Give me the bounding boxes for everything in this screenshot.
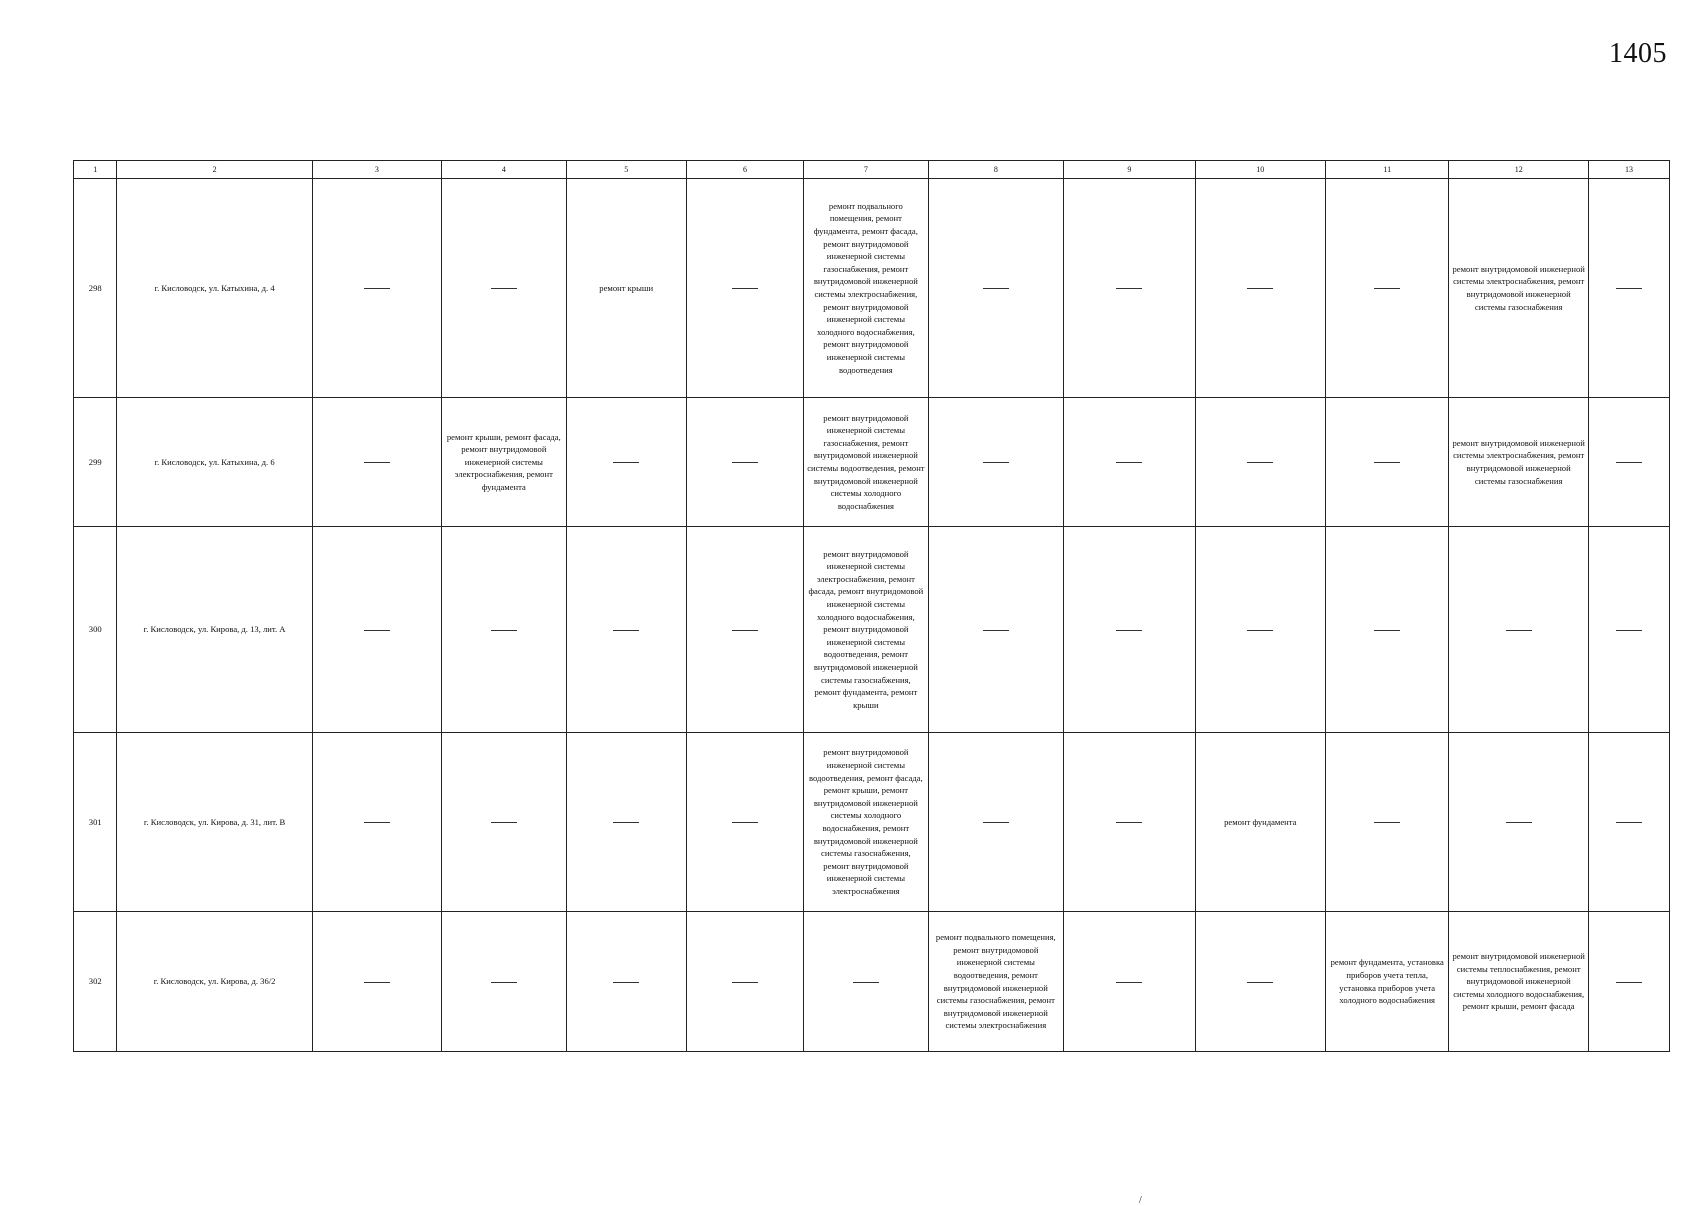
empty-cell: [1449, 733, 1589, 912]
table-row: [74, 733, 1670, 912]
empty-cell: [1588, 179, 1669, 398]
empty-cell: [928, 398, 1064, 527]
empty-cell: [442, 912, 566, 1052]
dash-mark: [1616, 288, 1642, 289]
empty-cell: [804, 912, 928, 1052]
empty-cell: [1588, 527, 1669, 733]
empty-cell: [312, 912, 441, 1052]
column-header: 4: [442, 161, 566, 179]
dash-mark: [1616, 630, 1642, 631]
column-header: 11: [1326, 161, 1449, 179]
table-row: [74, 179, 1670, 398]
work-cell: ремонт фундамента, установка приборов учета тепла, установка приборов учета холодного водоснабжения: [1326, 912, 1449, 1052]
row-number: 299: [74, 398, 117, 527]
empty-cell: [566, 912, 686, 1052]
column-header: 12: [1449, 161, 1589, 179]
dash-mark: [1616, 462, 1642, 463]
dash-mark: [1116, 288, 1142, 289]
address-cell: г. Кисловодск, ул. Катыхина, д. 6: [117, 398, 312, 527]
row-number: 298: [74, 179, 117, 398]
address-cell: г. Кисловодск, ул. Кирова, д. 36/2: [117, 912, 312, 1052]
dash-mark: [491, 630, 517, 631]
work-cell: ремонт подвального помещения, ремонт внутридомовой инженерной системы водоотведения, ремонт внутридомовой инженерной системы газоснабжения, ремонт внутридомовой инженерной системы электроснабжения: [928, 912, 1064, 1052]
footer-mark: /: [1139, 1195, 1142, 1206]
dash-mark: [364, 982, 390, 983]
dash-mark: [732, 822, 758, 823]
empty-cell: [1326, 398, 1449, 527]
empty-cell: [566, 398, 686, 527]
empty-cell: [686, 527, 803, 733]
column-number-row: [74, 161, 1670, 179]
dash-mark: [983, 462, 1009, 463]
address-cell: г. Кисловодск, ул. Катыхина, д. 4: [117, 179, 312, 398]
empty-cell: [1326, 733, 1449, 912]
dash-mark: [732, 982, 758, 983]
dash-mark: [1506, 822, 1532, 823]
work-cell: ремонт фундамента: [1195, 733, 1325, 912]
empty-cell: [312, 398, 441, 527]
dash-mark: [732, 462, 758, 463]
table-row: [74, 527, 1670, 733]
empty-cell: [1326, 179, 1449, 398]
dash-mark: [364, 822, 390, 823]
dash-mark: [613, 630, 639, 631]
empty-cell: [312, 179, 441, 398]
dash-mark: [613, 462, 639, 463]
empty-cell: [442, 527, 566, 733]
column-header: 5: [566, 161, 686, 179]
work-cell: ремонт внутридомовой инженерной системы электроснабжения, ремонт внутридомовой инженерной системы газоснабжения: [1449, 398, 1589, 527]
column-header: 13: [1588, 161, 1669, 179]
empty-cell: [686, 398, 803, 527]
dash-mark: [983, 288, 1009, 289]
dash-mark: [1247, 982, 1273, 983]
dash-mark: [613, 822, 639, 823]
empty-cell: [1064, 912, 1195, 1052]
work-cell: ремонт внутридомовой инженерной системы теплоснабжения, ремонт внутридомовой инженерной системы холодного водоснабжения, ремонт крыши, ремонт фасада: [1449, 912, 1589, 1052]
column-header: 1: [74, 161, 117, 179]
dash-mark: [983, 630, 1009, 631]
work-cell: ремонт крыши, ремонт фасада, ремонт внутридомовой инженерной системы электроснабжения, ремонт фундамента: [442, 398, 566, 527]
dash-mark: [853, 982, 879, 983]
row-number: 301: [74, 733, 117, 912]
empty-cell: [442, 733, 566, 912]
capital-repair-table: [73, 160, 1670, 1052]
empty-cell: [1195, 179, 1325, 398]
dash-mark: [1506, 630, 1532, 631]
address-cell: г. Кисловодск, ул. Кирова, д. 13, лит. А: [117, 527, 312, 733]
dash-mark: [1616, 822, 1642, 823]
empty-cell: [928, 179, 1064, 398]
table-row: [74, 912, 1670, 1052]
dash-mark: [364, 630, 390, 631]
dash-mark: [1247, 462, 1273, 463]
empty-cell: [686, 912, 803, 1052]
column-header: 7: [804, 161, 928, 179]
dash-mark: [732, 630, 758, 631]
empty-cell: [1326, 527, 1449, 733]
work-cell: ремонт внутридомовой инженерной системы электроснабжения, ремонт фасада, ремонт внутридомовой инженерной системы холодного водоснабжения, ремонт внутридомовой инженерной системы водоотведения, ремонт внутридомовой инженерной системы газоснабжения, ремонт фундамента, ремонт крыши: [804, 527, 928, 733]
column-header: 2: [117, 161, 312, 179]
dash-mark: [364, 288, 390, 289]
work-cell: ремонт подвального помещения, ремонт фундамента, ремонт фасада, ремонт внутридомовой инженерной системы газоснабжения, ремонт внутридомовой инженерной системы электроснабжения, ремонт внутридомовой инженерной системы холодного водоснабжения, ремонт внутридомовой инженерной системы водоотведения: [804, 179, 928, 398]
empty-cell: [928, 527, 1064, 733]
empty-cell: [1064, 527, 1195, 733]
dash-mark: [1374, 822, 1400, 823]
empty-cell: [1195, 527, 1325, 733]
work-cell: ремонт внутридомовой инженерной системы газоснабжения, ремонт внутридомовой инженерной системы водоотведения, ремонт внутридомовой инженерной системы холодного водоснабжения: [804, 398, 928, 527]
empty-cell: [312, 733, 441, 912]
column-header: 9: [1064, 161, 1195, 179]
empty-cell: [1588, 398, 1669, 527]
dash-mark: [613, 982, 639, 983]
dash-mark: [732, 288, 758, 289]
empty-cell: [1195, 398, 1325, 527]
address-cell: г. Кисловодск, ул. Кирова, д. 31, лит. В: [117, 733, 312, 912]
empty-cell: [686, 179, 803, 398]
empty-cell: [1064, 179, 1195, 398]
page-number: 1405: [1609, 38, 1667, 69]
empty-cell: [1449, 527, 1589, 733]
column-header: 8: [928, 161, 1064, 179]
empty-cell: [442, 179, 566, 398]
empty-cell: [566, 733, 686, 912]
dash-mark: [1247, 288, 1273, 289]
dash-mark: [1247, 630, 1273, 631]
empty-cell: [1064, 733, 1195, 912]
empty-cell: [928, 733, 1064, 912]
dash-mark: [1374, 288, 1400, 289]
column-header: 3: [312, 161, 441, 179]
dash-mark: [1116, 630, 1142, 631]
empty-cell: [312, 527, 441, 733]
table-row: [74, 398, 1670, 527]
dash-mark: [983, 822, 1009, 823]
column-header: 10: [1195, 161, 1325, 179]
dash-mark: [491, 982, 517, 983]
empty-cell: [1588, 733, 1669, 912]
dash-mark: [1374, 630, 1400, 631]
empty-cell: [1195, 912, 1325, 1052]
dash-mark: [364, 462, 390, 463]
empty-cell: [1064, 398, 1195, 527]
work-cell: ремонт внутридомовой инженерной системы водоотведения, ремонт фасада, ремонт крыши, ремонт внутридомовой инженерной системы холодного водоснабжения, ремонт внутридомовой инженерной системы газоснабжения, ремонт внутридомовой инженерной системы электроснабжения: [804, 733, 928, 912]
row-number: 302: [74, 912, 117, 1052]
column-header: 6: [686, 161, 803, 179]
empty-cell: [1588, 912, 1669, 1052]
empty-cell: [566, 527, 686, 733]
empty-cell: [686, 733, 803, 912]
dash-mark: [491, 288, 517, 289]
dash-mark: [1374, 462, 1400, 463]
dash-mark: [491, 822, 517, 823]
dash-mark: [1116, 982, 1142, 983]
dash-mark: [1116, 462, 1142, 463]
work-cell: ремонт крыши: [566, 179, 686, 398]
dash-mark: [1616, 982, 1642, 983]
dash-mark: [1116, 822, 1142, 823]
row-number: 300: [74, 527, 117, 733]
work-cell: ремонт внутридомовой инженерной системы электроснабжения, ремонт внутридомовой инженерной системы газоснабжения: [1449, 179, 1589, 398]
